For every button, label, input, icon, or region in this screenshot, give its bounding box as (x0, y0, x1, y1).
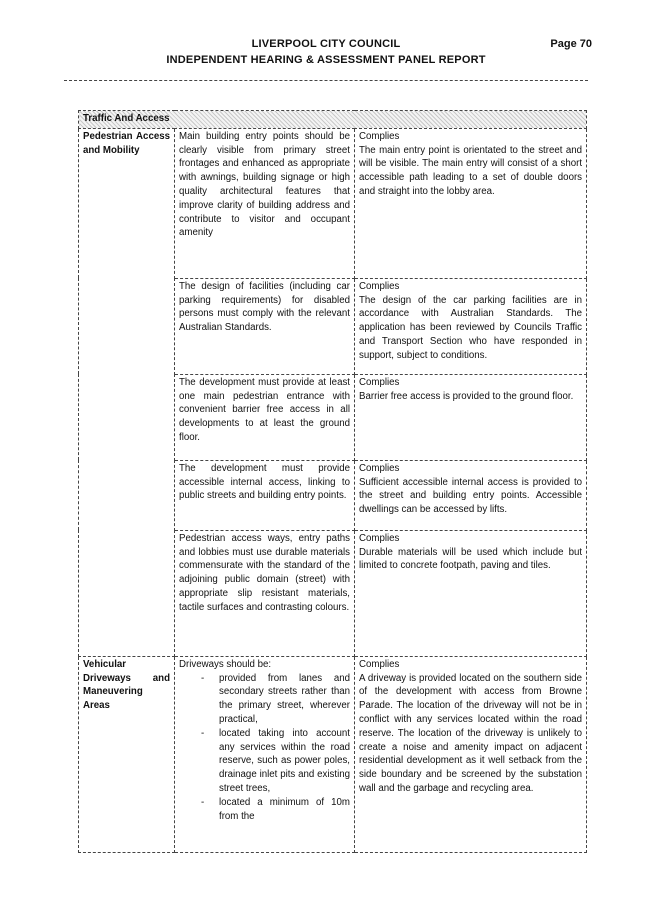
control-point-text: provided from lanes and secondary streets rather than the primary street, wherever practical, (219, 672, 350, 725)
control-cell (175, 656, 355, 852)
control-cell (175, 374, 355, 460)
status-text: Complies (359, 130, 400, 142)
control-text: The development must provide accessible internal access, linking to public streets and building entry points. (179, 462, 350, 502)
control-cell (175, 530, 355, 656)
section-heading-row (79, 111, 587, 129)
control-cell (175, 128, 355, 278)
assessment-table (78, 110, 587, 853)
control-text: Pedestrian access ways, entry paths and lobbies must use durable materials commensurate with the standard of the adjoining public domain (street) with appropriate slip resistant materials, tactile surfaces and contrasting colours. (179, 532, 350, 613)
table-row (79, 128, 587, 278)
bullet-dash: - (201, 796, 205, 808)
comment-cell (355, 460, 587, 530)
control-point (179, 672, 350, 727)
table-row (79, 656, 587, 852)
control-point-text: located a minimum of 10m from the (219, 796, 350, 822)
control-cell (175, 278, 355, 374)
comment-text: Barrier free access is provided to the ground floor. (359, 390, 574, 402)
report-title: INDEPENDENT HEARING & ASSESSMENT PANEL REPORT (166, 54, 486, 66)
comment-text: Sufficient accessible internal access is provided to the street and building entry points. Accessible dwellings can be accessed by lifts. (359, 476, 583, 516)
status-text: Complies (359, 532, 400, 544)
bullet-dash: - (201, 727, 205, 739)
comment-text: The design of the car parking facilities are in accordance with Australian Standards. The application has been reviewed by Councils Traffic and Transport Section who have responded in support, subject to conditions. (359, 294, 583, 361)
control-text: The development must provide at least one main pedestrian entrance with convenient barrier free access in all developments to at least the ground floor. (179, 376, 350, 443)
control-point (179, 727, 350, 796)
control-cell (175, 460, 355, 530)
control-text: Main building entry points should be clearly visible from primary street frontages and enhanced as appropriate with awnings, building signage or high quality architectural features that improve clarity of building address and contribute to visitor and occupant amenity (179, 130, 350, 239)
control-intro: Driveways should be: (179, 658, 272, 670)
category-cell: Pedestrian Access and Mobility (79, 128, 175, 656)
council-name: LIVERPOOL CITY COUNCIL (251, 38, 401, 50)
bullet-dash: - (201, 672, 205, 684)
comment-cell (355, 656, 587, 852)
comment-cell (355, 374, 587, 460)
status-text: Complies (359, 280, 400, 292)
comment-text: Durable materials will be used which include but limited to concrete footpath, paving and tiles. (359, 546, 583, 572)
status-text: Complies (359, 658, 400, 670)
comment-text: The main entry point is orientated to the street and will be visible. The main entry will consist of a short accessible path leading to a set of double doors and straight into the lobby area. (359, 144, 583, 197)
section-heading: Traffic And Access (79, 111, 587, 129)
comment-text: A driveway is provided located on the southern side of the development with access from Browne Parade. The location of the driveway will not be in conflict with any services located within the road reserve. The location of the driveway is unlikely to create a noise and amenity impact on adjacent residential development as it well setback from the side boundary and be screened by the substation wall and the garbage and recycling area. (359, 672, 583, 794)
comment-cell (355, 128, 587, 278)
status-text: Complies (359, 462, 400, 474)
header-divider (64, 80, 588, 81)
comment-cell (355, 530, 587, 656)
control-point-text: located taking into account any services within the road reserve, such as power poles, drainage inlet pits and existing street trees, (219, 727, 350, 794)
page-number: Page 70 (550, 38, 592, 50)
comment-cell (355, 278, 587, 374)
control-point (179, 796, 350, 824)
category-cell: Vehicular Driveways and Maneuvering Areas (79, 656, 175, 852)
status-text: Complies (359, 376, 400, 388)
control-text: The design of facilities (including car parking requirements) for disabled persons must comply with the relevant Australian Standards. (179, 280, 350, 334)
